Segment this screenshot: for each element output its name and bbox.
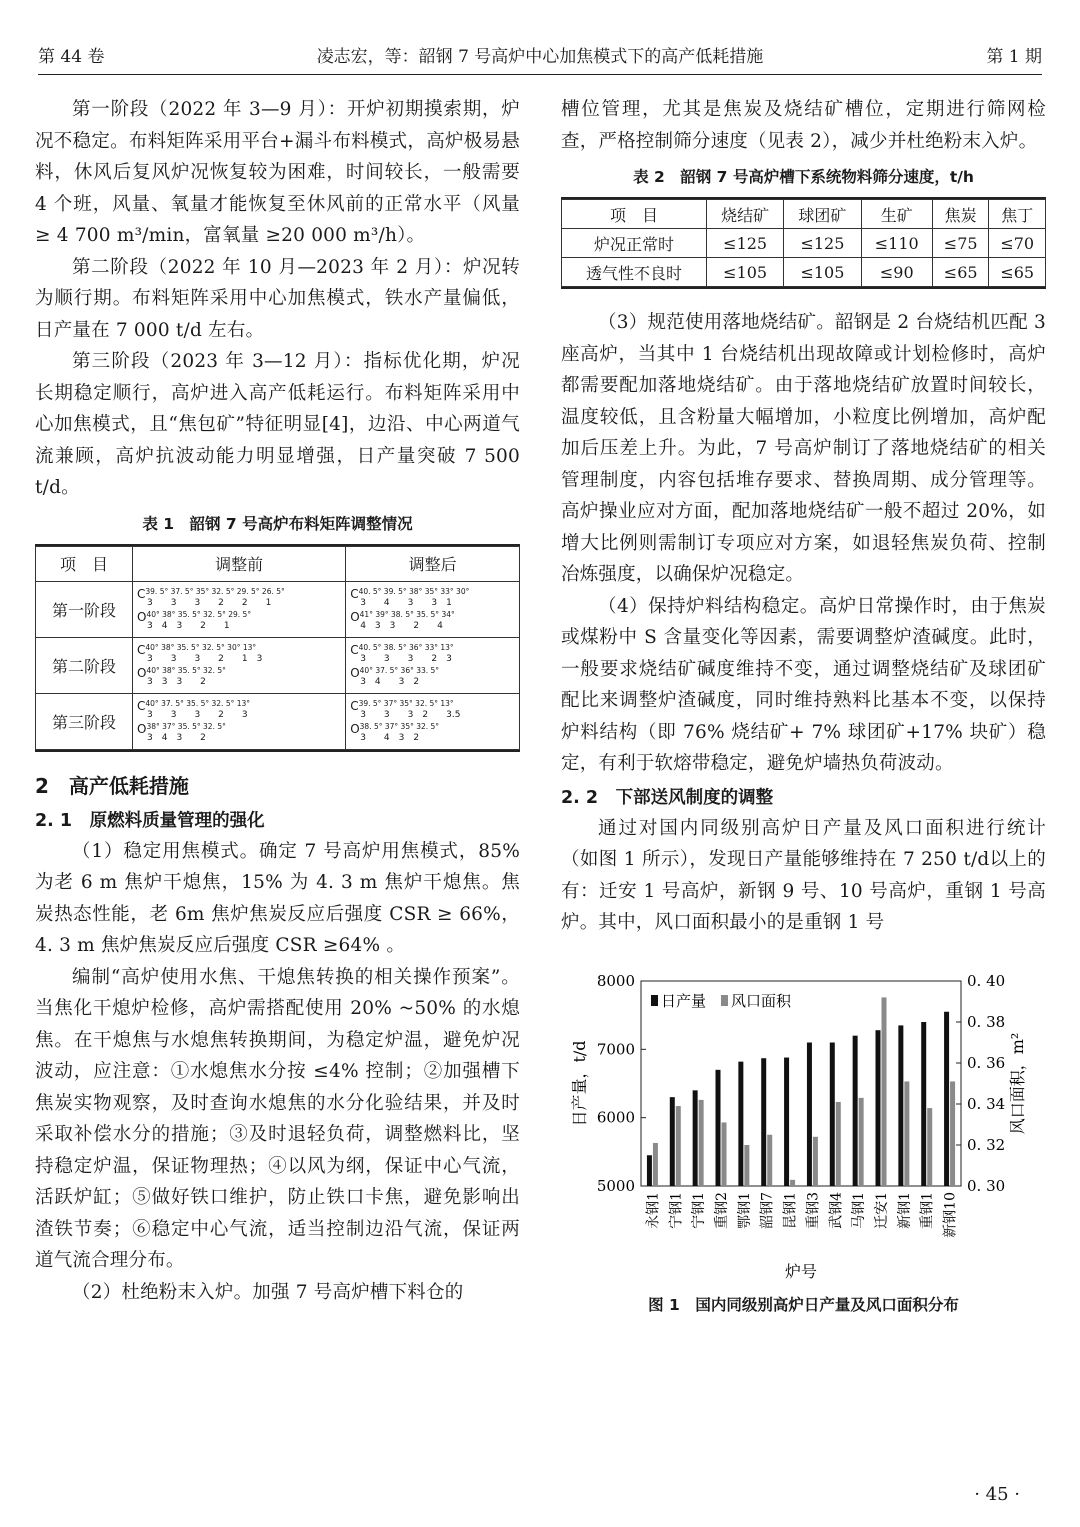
paragraph-stage1: 第一阶段（2022 年 3—9 月）：开炉初期摸索期，炉况不稳定。布料矩阵采用平台+漏斗布料模式，高炉极易悬料，休风后复风炉况恢复较为困难，时间较长，一般需要 4 个班，风量、氧量才能恢复至休风前的正常水平（风量 ≥ 4 700 m³/min，富氧量 ≥20 000 m³/h）。: [35, 99, 520, 246]
bar-tuyere-area: [904, 1081, 909, 1186]
x-tick-label: 重钢1: [919, 1191, 936, 1229]
table2-cell: ≤105: [707, 258, 784, 287]
matrix-c-counts: 3 3 3 2 3.5: [360, 710, 461, 720]
bar-output: [784, 1057, 789, 1185]
table1-row: [36, 581, 520, 637]
bar-tuyere-area: [882, 997, 887, 1186]
bar-output: [738, 1061, 743, 1185]
x-axis-label: 炉号: [784, 1261, 818, 1281]
paragraph-stage3: 第三阶段（2023 年 3—12 月）：指标优化期，炉况长期稳定顺行，高炉进入高产低耗运行。布料矩阵采用中心加焦模式，且“焦包矿”特征明显[4]，边沿、中心两道气流兼顾，高炉抗波动能力明显增强，日产量突破 7 500 t/d。: [35, 351, 520, 498]
bar-output: [807, 1042, 812, 1186]
x-tick-label: 重钢3: [805, 1191, 822, 1229]
matrix-c-angles: 39. 5° 37° 35° 32. 5° 13°: [358, 699, 454, 708]
table2-row: [562, 258, 1046, 287]
section-2-2-heading: 2. 2 下部送风制度的调整: [561, 787, 774, 808]
matrix-o-counts: 3 4 3 2: [147, 733, 206, 743]
matrix-o-letter: O: [137, 666, 147, 680]
table1-caption: 表 1 韶钢 7 号高炉布料矩阵调整情况: [142, 514, 413, 533]
matrix-o-letter: O: [350, 610, 360, 624]
bar-output: [716, 1069, 721, 1185]
y-tick-label: 7000: [596, 1039, 635, 1058]
table2-cell: ≤125: [784, 229, 861, 258]
matrix-o-angles: 40° 38° 35. 5° 32. 5° 29. 5°: [146, 610, 252, 619]
matrix-o-angles: 41° 39° 38. 5° 35. 5° 34°: [359, 610, 455, 619]
table1-matrix-before: [133, 637, 346, 693]
table1-matrix-after: [346, 637, 520, 693]
matrix-o-counts: 3 4 3 2: [360, 677, 420, 687]
running-header: [38, 40, 1042, 75]
matrix-o-letter: O: [350, 722, 360, 736]
matrix-c-counts: 3 3 3 2 3: [360, 654, 452, 664]
table2-cell: ≤65: [989, 258, 1046, 287]
x-tick-label: 鄂钢1: [736, 1191, 753, 1229]
x-tick-label: 武钢4: [828, 1191, 845, 1229]
y-tick-label: 5000: [596, 1176, 635, 1195]
bar-tuyere-area: [813, 1136, 818, 1185]
paragraph-coke-mode: （1）稳定用焦模式。确定 7 号高炉用焦模式，85% 为老 6 m 焦炉干熄焦，15% 为 4. 3 m 焦炉干熄焦。焦炭热态性能，老 6m 焦炉焦炭反应后强度 CSR ≥ 66%，4. 3 m 焦炉焦炭反应后强度 CSR ≥64% 。: [35, 840, 520, 956]
matrix-c-angles: 40. 5° 38. 5° 36° 33° 13°: [358, 643, 454, 652]
figure-1-chart: [561, 961, 1046, 1291]
table2-cell: ≤70: [989, 229, 1046, 258]
bar-tuyere-area: [744, 1145, 749, 1186]
matrix-o-angles: 40° 37. 5° 36° 33. 5°: [359, 666, 440, 675]
bar-tuyere-area: [653, 1142, 658, 1185]
issue-label: 第 1 期: [986, 47, 1042, 67]
matrix-o-angles: 40° 38° 35. 5° 32. 5°: [146, 666, 226, 675]
bar-output: [693, 1090, 698, 1186]
matrix-o-counts: 3 3 3 2: [147, 677, 206, 687]
table1-matrix-before: [133, 581, 346, 637]
table2-cell: ≤65: [932, 258, 989, 287]
x-tick-label: 永钢1: [645, 1191, 662, 1229]
matrix-o-angles: 38. 5° 37° 35° 32. 5°: [359, 722, 440, 731]
matrix-c-counts: 3 3 3 2 2 1: [147, 598, 272, 608]
y-axis-label: 日产量，t/d: [570, 1039, 589, 1127]
bar-tuyere-area: [927, 1108, 932, 1186]
table2-caption: 表 2 韶钢 7 号高炉槽下系统物料筛分速度，t/h: [633, 168, 974, 186]
x-tick-label: 昆钢1: [782, 1191, 799, 1229]
paragraph-powder: （2）杜绝粉末入炉。加强 7 号高炉槽下料仓的: [72, 1281, 464, 1303]
table2-header: 生矿: [861, 200, 932, 229]
table1-matrix-before: [133, 693, 346, 749]
bar-output: [670, 1097, 675, 1186]
x-tick-label: 马钢1: [851, 1191, 868, 1229]
matrix-o-angles: 38° 37° 35. 5° 32. 5°: [146, 722, 226, 731]
table1-header-before: 调整前: [133, 546, 346, 581]
matrix-o-counts: 4 3 3 2 4: [360, 621, 443, 631]
bar-tuyere-area: [676, 1106, 681, 1186]
legend-label-output: 日产量: [661, 991, 707, 1010]
section-2-heading: 2 高产低耗措施: [35, 773, 189, 798]
paragraph-stage2: 第二阶段（2022 年 10 月—2023 年 2 月）：炉况转为顺行期。布料矩阵采用中心加焦模式，铁水产量偏低，日产量在 7 000 t/d 左右。: [35, 256, 520, 341]
bar-tuyere-area: [859, 1097, 864, 1185]
y2-axis-label: 风口面积，m²: [1008, 1032, 1027, 1134]
matrix-c-letter: C: [350, 587, 359, 601]
table2-cell: 透气性不良时: [562, 258, 707, 287]
bar-output: [853, 1035, 858, 1185]
matrix-o-letter: O: [137, 722, 147, 736]
bar-output: [876, 1030, 881, 1186]
bar-output: [647, 1155, 652, 1186]
volume-label: 第 44 卷: [38, 47, 105, 67]
table1: [35, 544, 520, 752]
matrix-c-angles: 39. 5° 37. 5° 35° 32. 5° 29. 5° 26. 5°: [145, 587, 285, 596]
table1-row: [36, 693, 520, 749]
bar-tuyere-area: [722, 1122, 727, 1186]
table1-stage-cell: 第三阶段: [36, 693, 133, 749]
paragraph-tuyere: 通过对国内同级别高炉日产量及风口面积进行统计（如图 1 所示），发现日产量能够维持在 7 250 t/d以上的有：迁安 1 号高炉，新钢 9 号、10 号高炉，重钢 1 号高炉。其中，风口面积最小的是重钢 1 号: [561, 817, 1046, 933]
matrix-c-letter: C: [137, 587, 146, 601]
bar-output: [898, 1025, 903, 1186]
table2-cell: ≤105: [784, 258, 861, 287]
table2: [561, 197, 1046, 289]
x-tick-label: 迁安1: [874, 1191, 890, 1229]
left-column: [35, 94, 520, 1308]
y2-tick-label: 0. 34: [967, 1094, 1006, 1113]
bar-output: [944, 1011, 949, 1185]
legend-swatch-output: [651, 995, 658, 1006]
table1-header-after: 调整后: [346, 546, 520, 581]
running-title: 凌志宏，等：韶钢 7 号高炉中心加焦模式下的高产低耗措施: [316, 47, 764, 67]
matrix-c-counts: 3 4 3 3 1: [360, 598, 452, 608]
matrix-o-letter: O: [137, 610, 147, 624]
table2-header: 项 目: [562, 200, 707, 229]
page-number: · 45 ·: [974, 1484, 1020, 1505]
x-tick-label: 韶钢7: [759, 1191, 776, 1229]
paragraph-coke-plan: 编制“高炉使用水焦、干熄焦转换的相关操作预案”。当焦化干熄炉检修，高炉需搭配使用 20% ~50% 的水熄焦。在干熄焦与水熄焦转换期间，为稳定炉温，避免炉况波动，应注意：①水熄焦水分按 ≤4% 控制；②加强槽下焦炭实物观察，及时查询水熄焦的水分化验结果，并及时采取补偿水分的措施；③及时退轻负荷，调整燃料比，坚持稳定炉温，保证物理热；④以风为纲，保证中心气流，活跃炉缸；⑤做好铁口维护，防止铁口卡焦，避免影响出渣铁节奏；⑥稳定中心气流，适当控制边沿气流，保证两道气流合理分布。: [35, 966, 520, 1271]
section-2-1-heading: 2. 1 原燃料质量管理的强化: [35, 810, 265, 831]
table2-cell: ≤110: [861, 229, 932, 258]
bar-tuyere-area: [836, 1101, 841, 1185]
x-tick-label: 宁钢1: [691, 1191, 708, 1229]
matrix-o-counts: 3 4 3 2: [360, 733, 420, 743]
table2-header: 焦丁: [989, 200, 1046, 229]
table1-row: [36, 637, 520, 693]
paragraph-sinter: （3）规范使用落地烧结矿。韶钢是 2 台烧结机匹配 3 座高炉，当其中 1 台烧结机出现故障或计划检修时，高炉都需要配加落地烧结矿。由于落地烧结矿放置时间较长，温度较低，且含粉量大幅增加，小粒度比例增加，高炉配加后压差上升。为此，7 号高炉制订了落地烧结矿的相关管理制度，内容包括堆存要求、替换周期、成分管理等。高炉操业应对方面，配加落地烧结矿一般不超过 20%，如增大比例则需制订专项应对方案，如退轻焦炭负荷、控制冶炼强度，以确保炉况稳定。: [561, 312, 1046, 585]
matrix-o-letter: O: [350, 666, 360, 680]
table2-cell: ≤125: [707, 229, 784, 258]
y2-tick-label: 0. 40: [967, 971, 1006, 990]
y2-tick-label: 0. 30: [967, 1176, 1006, 1195]
legend-swatch-tuyere: [721, 995, 728, 1006]
x-tick-label: 新钢10: [942, 1191, 959, 1238]
matrix-o-counts: 3 4 3 2 1: [147, 621, 230, 631]
table1-matrix-after: [346, 693, 520, 749]
y2-tick-label: 0. 36: [967, 1053, 1006, 1072]
table1-matrix-after: [346, 581, 520, 637]
right-column: [561, 94, 1046, 1325]
matrix-c-letter: C: [137, 643, 146, 657]
table2-row: [562, 229, 1046, 258]
figure-1-caption: 图 1 国内同级别高炉日产量及风口面积分布: [648, 1295, 959, 1314]
x-tick-label: 重钢2: [714, 1191, 730, 1229]
bar-output: [830, 1042, 835, 1186]
plot-frame: [641, 981, 961, 1186]
paragraph-bin-management: 槽位管理，尤其是焦炭及烧结矿槽位，定期进行筛网检查，严格控制筛分速度（见表 2），减少并杜绝粉末入炉。: [561, 99, 1046, 152]
bar-output: [921, 1022, 926, 1186]
table1-stage-cell: 第二阶段: [36, 637, 133, 693]
table2-cell: ≤75: [932, 229, 989, 258]
bar-tuyere-area: [699, 1099, 704, 1185]
y-tick-label: 6000: [596, 1108, 635, 1127]
table2-cell: 炉况正常时: [562, 229, 707, 258]
bar-output: [761, 1058, 766, 1186]
matrix-c-angles: 40° 38° 35. 5° 32. 5° 30° 13°: [145, 643, 257, 652]
figure-1: [561, 961, 1046, 1291]
matrix-c-angles: 40. 5° 39. 5° 38° 35° 33° 30°: [358, 587, 470, 596]
paragraph-burden-structure: （4）保持炉料结构稳定。高炉日常操作时，由于焦炭或煤粉中 S 含量变化等因素，需要调整炉渣碱度。此时，一般要求烧结矿碱度维持不变，通过调整烧结矿及球团矿配比来调整炉渣碱度，同时维持熟料比基本不变，以保持炉料结构（即 76% 烧结矿+ 7% 球团矿+17% 块矿）稳定，有利于软熔带稳定，避免炉墙热负荷波动。: [561, 595, 1046, 774]
bar-tuyere-area: [950, 1081, 955, 1186]
x-tick-label: 新钢1: [896, 1191, 913, 1229]
matrix-c-letter: C: [350, 699, 359, 713]
y-tick-label: 8000: [596, 971, 635, 990]
table2-header: 球团矿: [784, 200, 861, 229]
table2-header: 烧结矿: [707, 200, 784, 229]
y2-tick-label: 0. 32: [967, 1135, 1006, 1154]
matrix-c-angles: 40° 37. 5° 35. 5° 32. 5° 13°: [145, 699, 251, 708]
table2-header: 焦炭: [932, 200, 989, 229]
legend-label-tuyere: 风口面积: [731, 991, 792, 1010]
y2-tick-label: 0. 38: [967, 1012, 1006, 1031]
table2-cell: ≤90: [861, 258, 932, 287]
bar-tuyere-area: [767, 1134, 772, 1185]
table1-header-item: 项 目: [36, 546, 133, 581]
bar-tuyere-area: [790, 1179, 795, 1185]
x-tick-label: 宁钢1: [668, 1191, 685, 1229]
matrix-c-counts: 3 3 3 2 3: [147, 710, 248, 720]
matrix-c-counts: 3 3 3 2 1 3: [147, 654, 263, 664]
matrix-c-letter: C: [137, 699, 146, 713]
table1-stage-cell: 第一阶段: [36, 581, 133, 637]
matrix-c-letter: C: [350, 643, 359, 657]
